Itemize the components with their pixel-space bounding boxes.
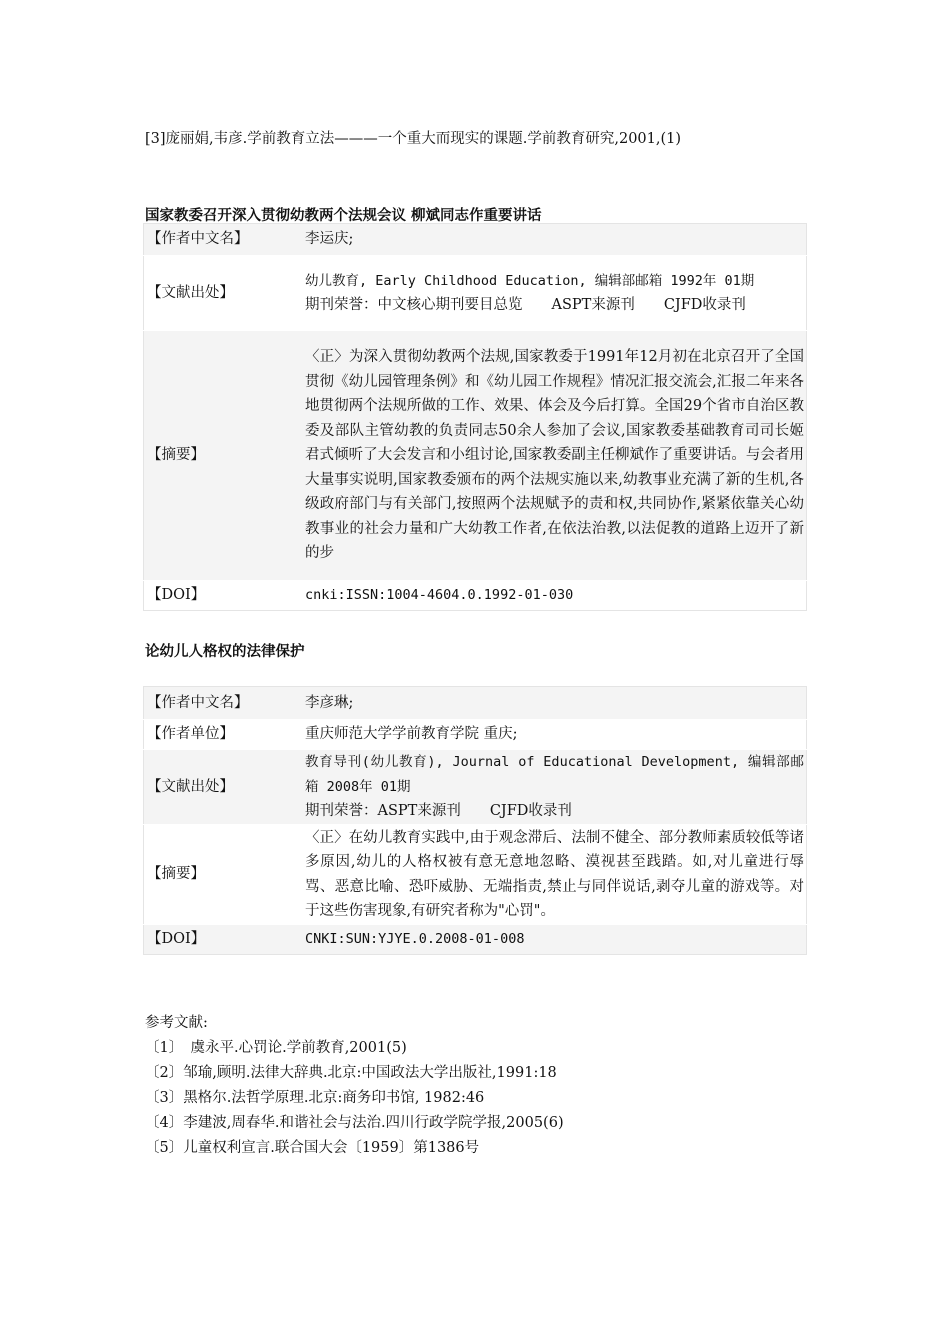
abstract-value: 〈正〉为深入贯彻幼教两个法规,国家教委于1991年12月初在北京召开了全国贯彻《幼儿园管理条例》和《幼儿园工作规程》情况汇报交流会,汇报二年来各地贯彻两个法规所做的工作、效果、体会及今后打算。全国29个省市自治区教委及部队主管幼教的负责同志50余人参加了会议,国家教委基础教育司司长姬君式倾听了大会发言和小组讨论,国家教委副主任柳斌作了重要讲话。与会者用大量事实说明,国家教委颁布的两个法规实施以来,幼教事业充满了新的生机,各级政府部门与有关部门,按照两个法规赋予的责和权,共同协作,紧紧依靠关心幼教事业的社会力量和广大幼教工作者,在依法治教,以法促教的道路上迈开了新的步: [303, 331, 807, 581]
source-value: 教育导刊(幼儿教育), Journal of Educational Development, 编辑部邮箱 2008年 01期: [305, 754, 804, 795]
reference-item: 〔3〕黑格尔.法哲学原理.北京:商务印书馆, 1982:46: [145, 1090, 485, 1106]
abstract-label: 【摘要】: [144, 331, 304, 581]
doi-value: cnki:ISSN:1004-4604.0.1992-01-030: [303, 581, 807, 611]
reference-item: 〔2〕邹瑜,顾明.法律大辞典.北京:中国政法大学出版社,1991:18: [145, 1065, 557, 1081]
references-list: [145, 1011, 564, 1161]
article2-unit-row: [144, 720, 807, 750]
source-label: 【文献出处】: [144, 256, 304, 331]
article1-table: [143, 223, 807, 611]
article2-table: [143, 686, 807, 955]
abstract-value: 〈正〉在幼儿教育实践中,由于观念滞后、法制不健全、部分教师素质较低等诸多原因,幼儿的人格权被有意无意地忽略、漠视甚至践踏。如,对儿童进行辱骂、恶意比喻、恐吓威胁、无端指责,禁止与同伴说话,剥夺儿童的游戏等。对于这些伤害现象,有研究者称为"心罚"。: [303, 825, 807, 925]
references-heading: 参考文献:: [145, 1015, 208, 1031]
journal-honors: 期刊荣誉：ASPT来源刊 CJFD收录刊: [305, 803, 572, 820]
article1-abstract-row: [144, 331, 807, 581]
author-label: 【作者中文名】: [144, 687, 304, 720]
journal-honors: 期刊荣誉：中文核心期刊要目总览 ASPT来源刊 CJFD收录刊: [305, 297, 746, 313]
unit-label: 【作者单位】: [144, 720, 304, 750]
author-label: 【作者中文名】: [144, 224, 304, 256]
reference-item: 〔1〕 虞永平.心罚论.学前教育,2001(5): [145, 1040, 407, 1056]
article1-author-row: [144, 224, 807, 256]
abstract-label: 【摘要】: [144, 825, 304, 925]
source-value: 幼儿教育, Early Childhood Education, 编辑部邮箱 1992年 01期: [305, 272, 755, 289]
article2-source-row: [144, 750, 807, 825]
source-label: 【文献出处】: [144, 750, 304, 825]
article1-source-row: [144, 256, 807, 331]
doi-value: CNKI:SUN:YJYE.0.2008-01-008: [303, 925, 807, 955]
unit-value: 重庆师范大学学前教育学院 重庆;: [303, 720, 807, 750]
article2-author-row: [144, 687, 807, 720]
source-cell: [303, 750, 807, 825]
reference-item: 〔5〕儿童权利宣言.联合国大会〔1959〕第1386号: [145, 1140, 480, 1156]
article2-doi-row: [144, 925, 807, 955]
article2-title: 论幼儿人格权的法律保护: [145, 644, 305, 660]
author-value: 李运庆;: [303, 224, 807, 256]
article1-title: 国家教委召开深入贯彻幼教两个法规会议 柳斌同志作重要讲话: [145, 208, 542, 224]
source-cell: [303, 256, 807, 331]
reference-item: 〔4〕李建波,周春华.和谐社会与法治.四川行政学院学报,2005(6): [145, 1115, 564, 1131]
article1-doi-row: [144, 581, 807, 611]
doi-label: 【DOI】: [144, 581, 304, 611]
top-reference: [3]庞丽娟,韦彦.学前教育立法———一个重大而现实的课题.学前教育研究,2001,(1): [145, 131, 682, 147]
article2-abstract-row: [144, 825, 807, 925]
doi-label: 【DOI】: [144, 925, 304, 955]
author-value: 李彦琳;: [303, 687, 807, 720]
